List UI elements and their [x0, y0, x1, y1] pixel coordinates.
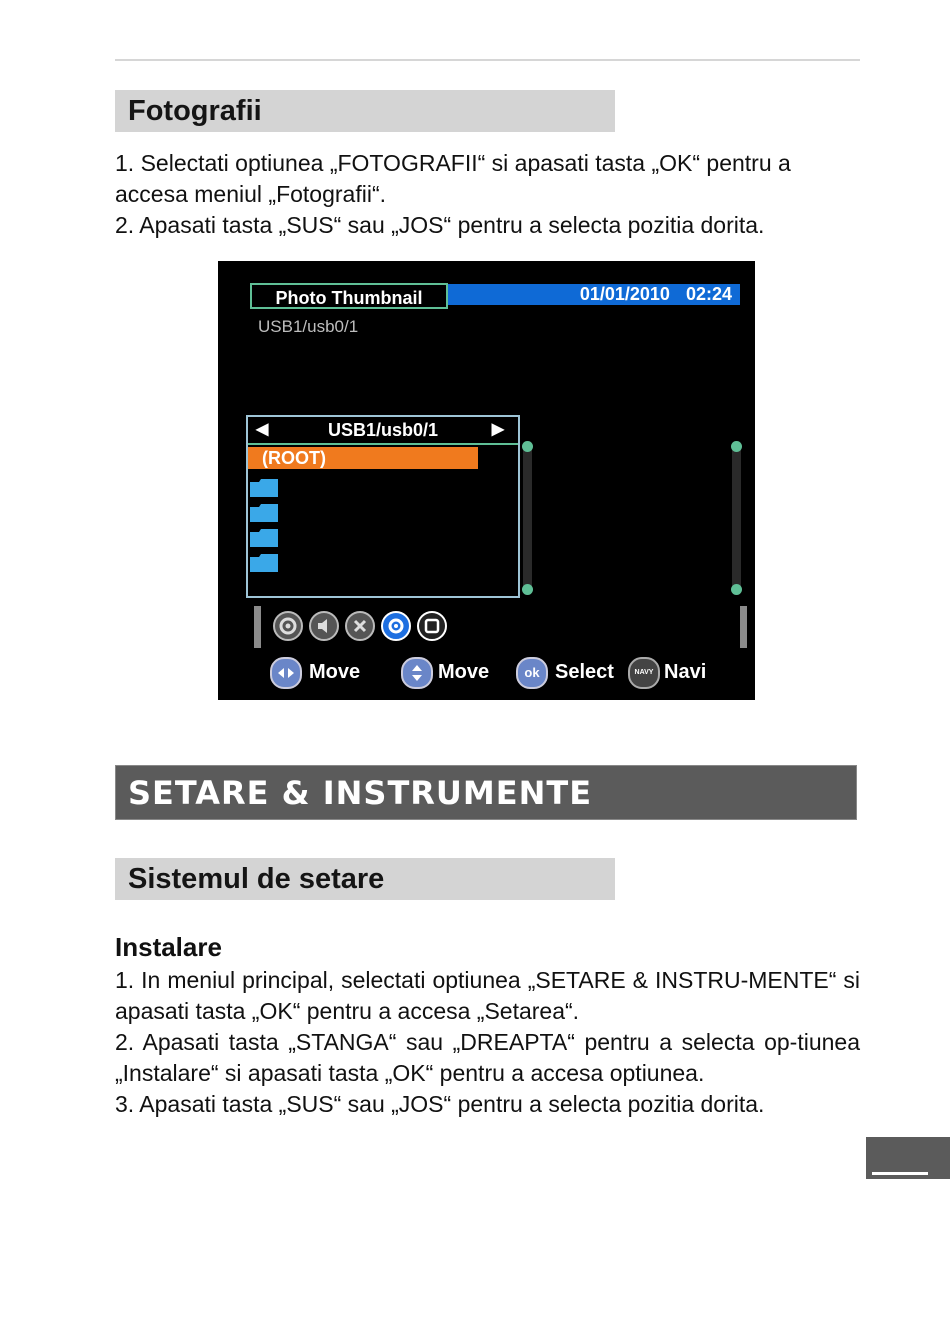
photo-thumbnail-screen: [218, 261, 755, 700]
folder-icon[interactable]: [250, 554, 278, 572]
photo-icon[interactable]: [381, 611, 411, 641]
instalare-instructions: [115, 965, 860, 1120]
folder-icon[interactable]: [250, 504, 278, 522]
settings-gear-icon[interactable]: [273, 611, 303, 641]
hint-navi: Navi: [664, 661, 707, 683]
list-item-root[interactable]: (ROOT): [248, 447, 478, 469]
arrow-left-icon[interactable]: ◀: [256, 421, 269, 438]
section-title-fotografii: Fotografii: [115, 90, 615, 132]
fotografii-step-2: 2. Apasati tasta „SUS“ sau „JOS“ pentru a selecta pozitia dorita.: [115, 212, 765, 238]
scroll-down-knob[interactable]: [731, 584, 742, 595]
navy-icon: NAVY: [628, 657, 660, 689]
page-tab-line: [872, 1172, 928, 1175]
arrow-right-icon[interactable]: ▶: [491, 421, 504, 438]
screen-date: 01/01/2010: [579, 284, 670, 304]
browser-header-label: USB1/usb0/1: [327, 420, 439, 440]
subsection-title-instalare: Instalare: [115, 932, 222, 962]
movie-icon[interactable]: [345, 611, 375, 641]
instalare-step-3: 3. Apasati tasta „SUS“ sau „JOS“ pentru a selecta pozitia dorita.: [115, 1091, 765, 1117]
hint-select: Select: [555, 661, 614, 683]
fotografii-step-1: 1. Selectati optiunea „FOTOGRAFII“ si apasati tasta „OK“ pentru a accesa meniul „Fotografii“.: [115, 150, 791, 207]
fotografii-instructions: [115, 148, 860, 241]
file-browser: [246, 415, 520, 598]
preview-scrollbar[interactable]: [732, 441, 741, 595]
stop-icon[interactable]: [417, 611, 447, 641]
folder-icon[interactable]: [250, 529, 278, 547]
music-icon[interactable]: [309, 611, 339, 641]
left-right-icon: [270, 657, 302, 689]
ok-icon: ok: [516, 657, 548, 689]
current-path: USB1/usb0/1: [258, 317, 359, 336]
scroll-down-knob[interactable]: [522, 584, 533, 595]
folder-icon[interactable]: [250, 479, 278, 497]
scroll-up-knob[interactable]: [731, 441, 742, 452]
date-time-bar: [448, 284, 740, 305]
up-down-icon: [401, 657, 433, 689]
screen-title: Photo Thumbnail: [250, 283, 448, 309]
instalare-step-2: 2. Apasati tasta „STANGA“ sau „DREAPTA“ pentru a selecta op-tiunea „Instalare“ si apasati tasta „OK“ pentru a accesa optiunea.: [115, 1029, 860, 1086]
hint-move-horizontal: Move: [309, 661, 361, 683]
browser-header: [248, 417, 518, 445]
chapter-title: SETARE & INSTRUMENTE: [115, 765, 857, 820]
browser-scrollbar[interactable]: [523, 441, 532, 595]
instalare-step-1: 1. In meniul principal, selectati optiunea „SETARE & INSTRU-MENTE“ si apasati tasta „OK“ pentru a accesa „Setarea“.: [115, 967, 860, 1024]
hint-move-vertical: Move: [438, 661, 490, 683]
screen-time: 02:24: [685, 284, 732, 304]
section-title-sistemul-de-setare: Sistemul de setare: [115, 858, 615, 900]
page-tab-marker: [866, 1137, 950, 1179]
mode-bar-left-edge: [254, 606, 261, 648]
mode-bar-right-edge: [740, 606, 747, 648]
scroll-up-knob[interactable]: [522, 441, 533, 452]
top-rule: [115, 59, 860, 61]
